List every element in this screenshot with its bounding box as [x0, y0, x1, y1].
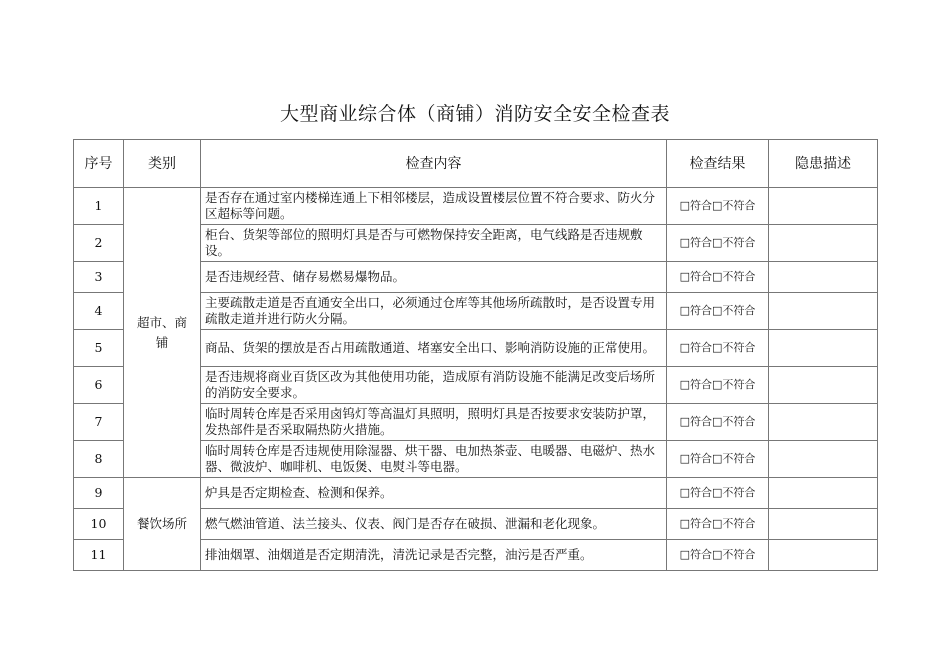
header-seq: 序号 — [74, 140, 124, 188]
page-title: 大型商业综合体（商铺）消防安全安全检查表 — [279, 103, 670, 125]
inspection-table — [73, 139, 878, 571]
row-content: 主要疏散走道是否直通安全出口，必须通过仓库等其他场所疏散时，是否设置专用疏散走道并进行防火分隔。 — [201, 293, 667, 330]
row-content: 炉具是否定期检查、检测和保养。 — [201, 478, 667, 509]
table-row — [74, 188, 878, 225]
row-seq: 11 — [74, 540, 124, 571]
result-checkboxes[interactable]: □符合□不符合 — [667, 478, 769, 509]
row-seq: 6 — [74, 367, 124, 404]
result-checkboxes[interactable]: □符合□不符合 — [667, 330, 769, 367]
row-seq: 7 — [74, 404, 124, 441]
category-cell: 超市、商铺 — [124, 188, 201, 478]
row-content: 是否违规经营、储存易燃易爆物品。 — [201, 262, 667, 293]
header-hazard: 隐患描述 — [769, 140, 878, 188]
result-checkboxes[interactable]: □符合□不符合 — [667, 188, 769, 225]
header-result: 检查结果 — [667, 140, 769, 188]
category-cell: 餐饮场所 — [124, 478, 201, 571]
row-content: 排油烟罩、油烟道是否定期清洗，清洗记录是否完整，油污是否严重。 — [201, 540, 667, 571]
hazard-cell[interactable] — [769, 478, 878, 509]
header-content: 检查内容 — [201, 140, 667, 188]
hazard-cell[interactable] — [769, 509, 878, 540]
hazard-cell[interactable] — [769, 367, 878, 404]
row-seq: 4 — [74, 293, 124, 330]
hazard-cell[interactable] — [769, 540, 878, 571]
row-content: 柜台、货架等部位的照明灯具是否与可燃物保持安全距离，电气线路是否违规敷设。 — [201, 225, 667, 262]
hazard-cell[interactable] — [769, 262, 878, 293]
result-checkboxes[interactable]: □符合□不符合 — [667, 404, 769, 441]
result-checkboxes[interactable]: □符合□不符合 — [667, 540, 769, 571]
row-content: 是否存在通过室内楼梯连通上下相邻楼层，造成设置楼层位置不符合要求、防火分区超标等问题。 — [201, 188, 667, 225]
row-seq: 5 — [74, 330, 124, 367]
hazard-cell[interactable] — [769, 293, 878, 330]
row-content: 燃气燃油管道、法兰接头、仪表、阀门是否存在破损、泄漏和老化现象。 — [201, 509, 667, 540]
result-checkboxes[interactable]: □符合□不符合 — [667, 509, 769, 540]
hazard-cell[interactable] — [769, 330, 878, 367]
header-row — [74, 140, 878, 188]
row-seq: 3 — [74, 262, 124, 293]
result-checkboxes[interactable]: □符合□不符合 — [667, 441, 769, 478]
hazard-cell[interactable] — [769, 441, 878, 478]
result-checkboxes[interactable]: □符合□不符合 — [667, 262, 769, 293]
hazard-cell[interactable] — [769, 404, 878, 441]
row-seq: 10 — [74, 509, 124, 540]
result-checkboxes[interactable]: □符合□不符合 — [667, 367, 769, 404]
result-checkboxes[interactable]: □符合□不符合 — [667, 225, 769, 262]
row-content: 商品、货架的摆放是否占用疏散通道、堵塞安全出口、影响消防设施的正常使用。 — [201, 330, 667, 367]
row-seq: 2 — [74, 225, 124, 262]
table-row — [74, 478, 878, 509]
row-seq: 9 — [74, 478, 124, 509]
hazard-cell[interactable] — [769, 188, 878, 225]
row-content: 是否违规将商业百货区改为其他使用功能，造成原有消防设施不能满足改变后场所的消防安全要求。 — [201, 367, 667, 404]
result-checkboxes[interactable]: □符合□不符合 — [667, 293, 769, 330]
header-category: 类别 — [124, 140, 201, 188]
hazard-cell[interactable] — [769, 225, 878, 262]
row-content: 临时周转仓库是否采用卤钨灯等高温灯具照明，照明灯具是否按要求安装防护罩，发热部件是否采取隔热防火措施。 — [201, 404, 667, 441]
row-seq: 1 — [74, 188, 124, 225]
row-seq: 8 — [74, 441, 124, 478]
row-content: 临时周转仓库是否违规使用除湿器、烘干器、电加热茶壶、电暖器、电磁炉、热水器、微波炉、咖啡机、电饭煲、电熨斗等电器。 — [201, 441, 667, 478]
